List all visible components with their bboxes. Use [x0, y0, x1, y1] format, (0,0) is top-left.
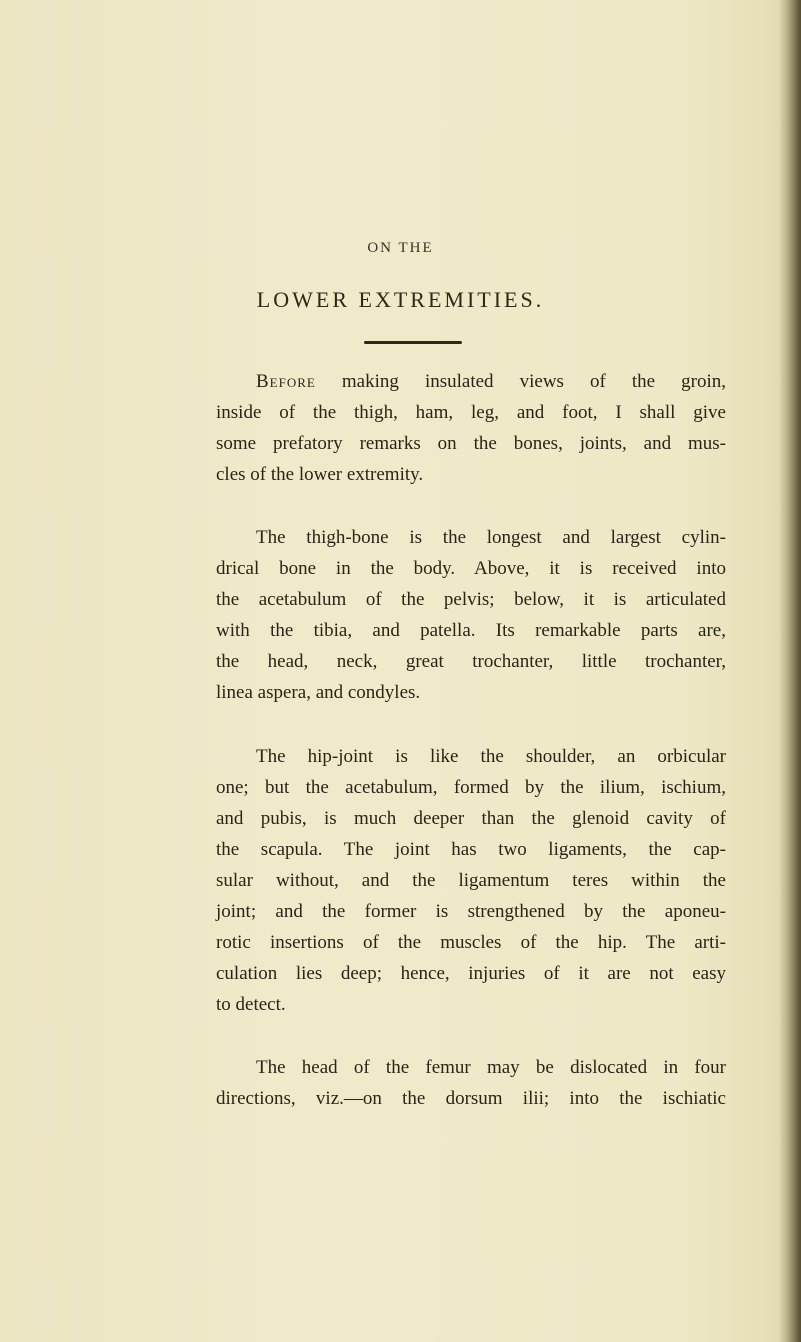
- paragraph-line: joint; and the former is strengthened by the aponeu-: [216, 901, 726, 922]
- paragraph-line: the acetabulum of the pelvis; below, it is articulated: [216, 589, 726, 610]
- paragraph-line: inside of the thigh, ham, leg, and foot, I shall give: [216, 402, 726, 423]
- paragraph-line: Before making insulated views of the groin,: [256, 371, 726, 392]
- heading-prefix: ON THE: [367, 240, 434, 256]
- heading-rule: [364, 341, 462, 344]
- paragraph-line: rotic insertions of the muscles of the hip. The arti-: [216, 932, 726, 953]
- page-title: LOWER EXTREMITIES.: [256, 287, 545, 312]
- paragraph-line: culation lies deep; hence, injuries of it are not easy: [216, 963, 726, 984]
- paragraph-line: the head, neck, great trochanter, little trochanter,: [216, 651, 726, 672]
- paragraph-line: linea aspera, and condyles.: [216, 682, 421, 703]
- lead-word: Before: [256, 371, 316, 392]
- paragraph-line: directions, viz.—on the dorsum ilii; into the ischiatic: [216, 1088, 726, 1109]
- paragraph-line: the scapula. The joint has two ligaments, the cap-: [216, 839, 726, 860]
- paragraph-line: The head of the femur may be dislocated in four: [256, 1057, 726, 1078]
- paragraph-1: [216, 366, 726, 490]
- page-edge-shadow: [779, 0, 801, 1342]
- paragraph-line: cles of the lower extremity.: [216, 464, 424, 485]
- paragraph-4: [216, 1052, 726, 1114]
- paragraph-line: The hip-joint is like the shoulder, an orbicular: [256, 746, 726, 767]
- paragraph-line: with the tibia, and patella. Its remarkable parts are,: [216, 620, 726, 641]
- paragraph-2: [216, 522, 726, 708]
- paragraph-line: drical bone in the body. Above, it is received into: [216, 558, 726, 579]
- paragraph-line: one; but the acetabulum, formed by the ilium, ischium,: [216, 777, 726, 798]
- paragraph-3: [216, 741, 726, 1020]
- paragraph-line: and pubis, is much deeper than the glenoid cavity of: [216, 808, 726, 829]
- paragraph-line: sular without, and the ligamentum teres within the: [216, 870, 726, 891]
- paragraph-line: The thigh-bone is the longest and largest cylin-: [256, 527, 726, 548]
- paragraph-line: to detect.: [216, 994, 286, 1015]
- paragraph-line: some prefatory remarks on the bones, joints, and mus-: [216, 433, 726, 454]
